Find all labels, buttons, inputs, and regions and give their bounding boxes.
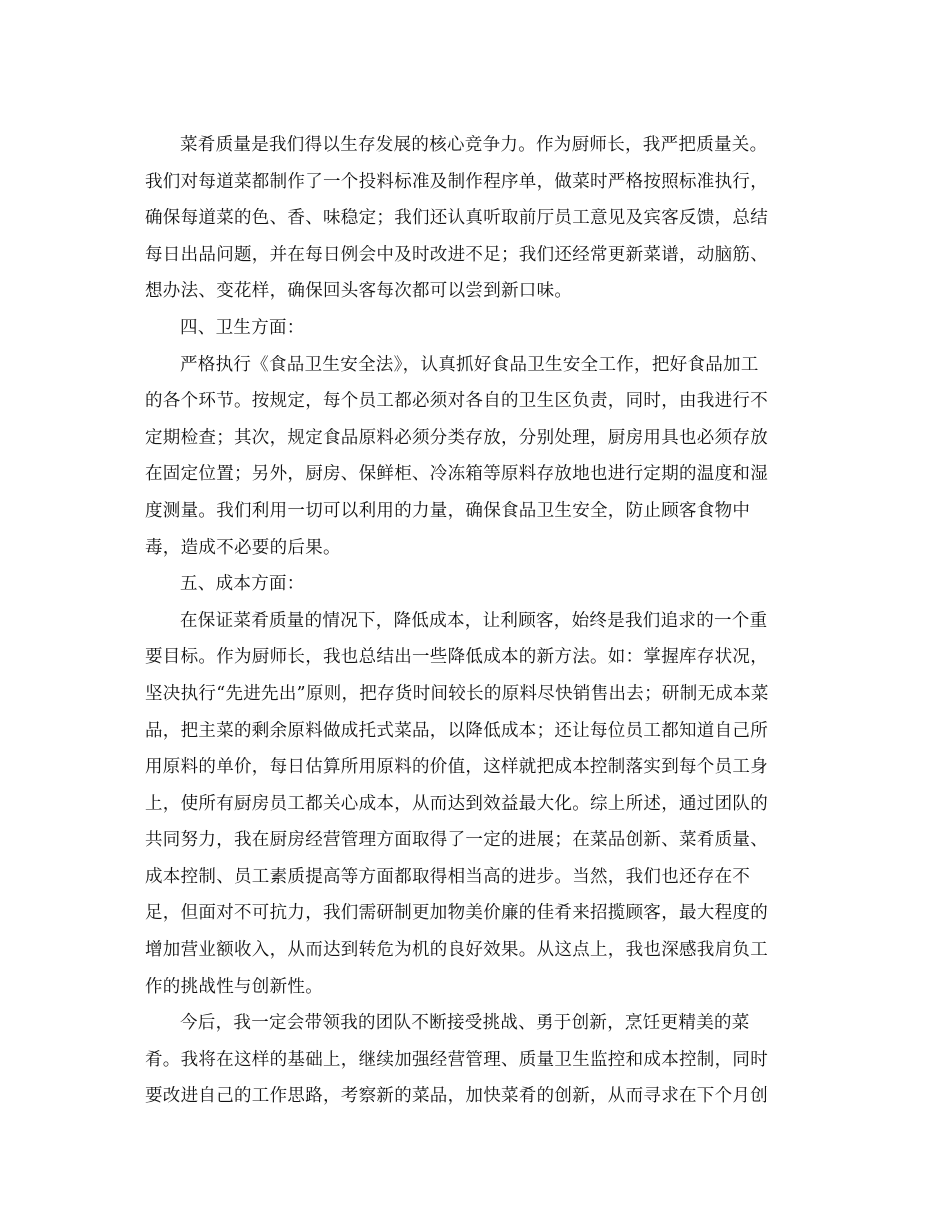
- text-line: 共同努力，我在厨房经营管理方面取得了一定的进展；在菜品创新、菜肴质量、: [145, 830, 768, 851]
- text-line: 菜肴质量是我们得以生存发展的核心竞争力。作为厨师长，我严把质量关。: [180, 135, 768, 155]
- text-line: 品，把主菜的剩余原料做成托式菜品，以降低成本；还让每位员工都知道自己所: [145, 720, 768, 741]
- text-line: 定期检查；其次，规定食品原料必须分类存放，分别处理，厨房用具也必须存放: [145, 427, 768, 448]
- text-line: 度测量。我们利用一切可以利用的力量，确保食品卫生安全，防止顾客食物中: [145, 500, 751, 521]
- text-line: 要目标。作为厨师长，我也总结出一些降低成本的新方法。如：掌握库存状况，: [145, 647, 768, 668]
- text-line: 我们对每道菜都制作了一个投料标准及制作程序单，做菜时严格按照标准执行，: [145, 171, 768, 192]
- paragraph-cost: [145, 603, 805, 1006]
- text-line: 上，使所有厨房员工都关心成本，从而达到效益最大化。综上所述，通过团队的: [145, 793, 768, 814]
- paragraph-quality: [145, 127, 805, 310]
- text-line: 确保每道菜的色、香、味稳定；我们还认真听取前厅员工意见及宾客反馈，总结: [145, 208, 768, 229]
- section-heading-cost: 五、成本方面：: [180, 574, 305, 595]
- text-line: 今后，我一定会带领我的团队不断接受挑战、勇于创新，烹饪更精美的菜: [180, 1013, 750, 1034]
- text-line: 在保证菜肴质量的情况下，降低成本，让利顾客，始终是我们追求的一个重: [180, 610, 768, 631]
- paragraph-hygiene: [145, 347, 805, 567]
- text-line: 要改进自己的工作思路，考察新的菜品，加快菜肴的创新，从而寻求在下个月创: [145, 1086, 768, 1107]
- text-line: 每日出品问题，并在每日例会中及时改进不足；我们还经常更新菜谱，动脑筋、: [145, 244, 768, 265]
- text-line: 严格执行《食品卫生安全法》，认真抓好食品卫生安全工作，把好食品加工: [180, 354, 759, 375]
- text-line: 毒，造成不必要的后果。: [145, 537, 341, 558]
- text-line: 用原料的单价，每日估算所用原料的价值，这样就把成本控制落实到每个员工身: [145, 757, 768, 778]
- text-line: 在固定位置；另外，厨房、保鲜柜、冷冻箱等原料存放地也进行定期的温度和湿: [145, 464, 768, 485]
- text-line: 的各个环节。按规定，每个员工都必须对各自的卫生区负责，同时，由我进行不: [145, 391, 768, 412]
- text-line: 作的挑战性与创新性。: [145, 976, 323, 997]
- text-line: 成本控制、员工素质提高等方面都取得相当高的进步。当然，我们也还存在不: [145, 866, 751, 887]
- text-line: 增加营业额收入，从而达到转危为机的良好效果。从这点上，我也深感我肩负工: [145, 940, 768, 961]
- section-heading-hygiene: 四、卫生方面：: [180, 317, 305, 338]
- paragraph-future: [145, 1005, 805, 1115]
- text-line: 肴。我将在这样的基础上，继续加强经营管理、质量卫生监控和成本控制，同时: [145, 1049, 768, 1070]
- text-line: 坚决执行“先进先出”原则，把存货时间较长的原料尽快销售出去；研制无成本菜: [145, 683, 769, 704]
- document-body: [145, 127, 805, 1115]
- text-line: 足，但面对不可抗力，我们需研制更加物美价廉的佳肴来招揽顾客，最大程度的: [145, 903, 768, 924]
- text-line: 想办法、变花样，确保回头客每次都可以尝到新口味。: [145, 281, 573, 302]
